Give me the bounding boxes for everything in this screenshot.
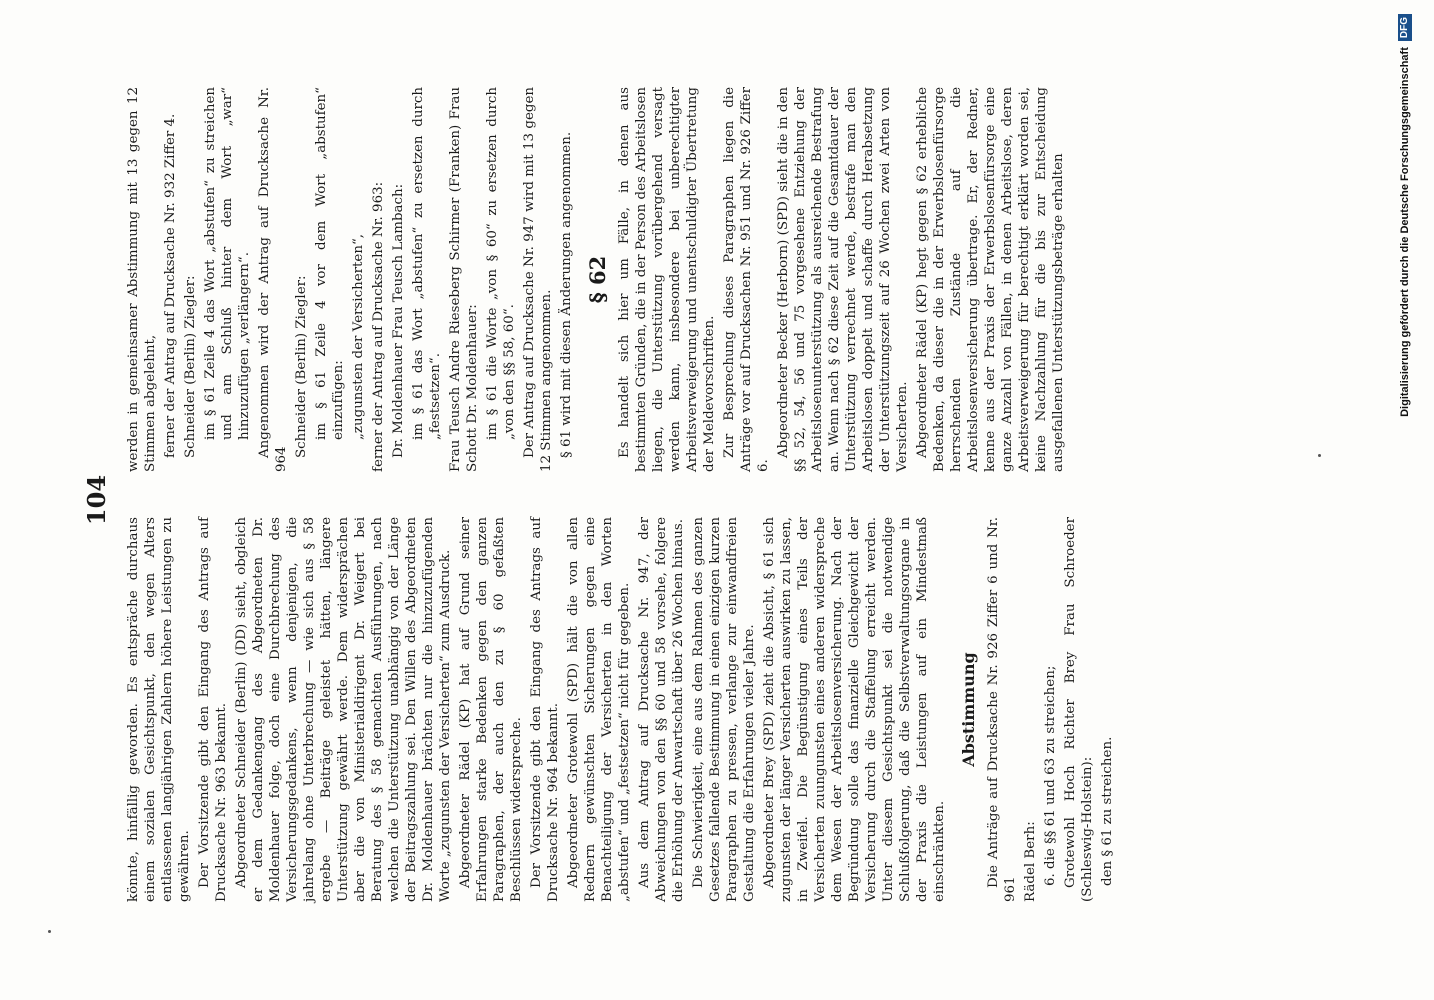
paragraph: Abgeordneter Grotewohl (SPD) hält die von allen Rednern gewünschten Sicherungen gegen eine Benachteiligung der Versicherten in den Worten „abstufen“ und „festsetzen“ nicht für gegeben. [566, 517, 632, 902]
paragraph: Abgeordneter Becker (Herborn) (SPD) sieht die in den §§ 52, 54, 56 und 75 vorgesehene Entziehung der Arbeitslosenunterstützung als ausreichende Bestrafung an. Wenn nach § 62 diese Zeit auf die Gesamtdauer der Unterstützung verrechnet werde, bestrafe man den Arbeitslosen doppelt und schaffe durch Herabsetzung der Unterstützungszeit auf 26 Wochen zwei Arten von Versicherten. [776, 87, 910, 472]
page-number: 104 [82, 474, 111, 526]
paragraph: im § 61 Zeile 4 vor dem Wort „abstufen“ einzufügen: [314, 87, 346, 440]
paragraph: Aus dem Antrag auf Drucksache Nr. 947, der Abweichungen von den §§ 60 und 58 vorsehe, folgere die Erhöhung der Anwartschaft über 26 Wochen hinaus. [637, 517, 686, 902]
paragraph: Schneider (Berlin) Ziegler: [294, 275, 309, 458]
paragraph: im § 61 die Worte „von § 60“ zu ersetzen durch „von den §§ 58, 60“. [485, 87, 517, 440]
paragraph: Die Schwierigkeit, eine aus dem Rahmen des ganzen Gesetzes fallende Bestimmung in einen einzigen kurzen Paragraphen zu pressen, verlange zur einwandfreien Gestaltung die Erfahrungen vieler Jahre. [691, 517, 757, 902]
paragraph: Abgeordneter Schneider (Berlin) (DD) sieht, obgleich er dem Gedankengang des Abgeordneten Dr. Moldenhauer folge, doch eine Durchbrechung des Versicherungsgedankens, wenn denjenigen, die jahrelang ohne Unterbrechung — wie sich aus § 58 ergebe — Beiträge geleistet hätten, längere Unterstützung gewährt werde. Dem widersprächen aber die von Ministerialdirigent Dr. Weigert bei Beratung des § 58 gemachten Ausführungen, nach welchen die Unterstützung unabhängig von der Länge der Beitragszahlung sei. Den Willen des Abgeordneten Dr. Moldenhauer brächten nur die hinzuzufügenden Worte „zugunsten der Versicherten“ zum Ausdruck. [234, 517, 453, 902]
scan-speck [1318, 454, 1321, 457]
left-text-column [125, 517, 1119, 902]
paragraph: könnte, hinfällig geworden. Es entspräche durchaus einem sozialen Gesichtspunkt, den wegen Alters entlassenen langjährigen Zahlern höhere Leistungen zu gewähren. [126, 517, 192, 902]
paragraph: Abgeordneter Brey (SPD) zieht die Absicht, § 61 sich zugunsten der länger Versicherten auswirken zu lassen, in Zweifel. Die Begünstigung eines Teils der Versicherten zuungunsten eines anderen widerspreche dem Wesen der Arbeitslosenversicherung. Nach der Begründung solle das finanzielle Gleichgewicht der Versicherung durch die Staffelung erreicht werden. Unter diesem Gesichtspunkt sei die notwendige Schlußfolgerung, daß die Selbstverwaltungsorgane in der Praxis die Leistungen auf ein Mindestmaß einschränkten. [762, 517, 947, 902]
digitization-note-text-wrap [1390, 10, 1420, 990]
paragraph: Frau Teusch Andre Rieseberg Schirmer (Franken) Frau Schott Dr. Moldenhauer: [448, 87, 480, 472]
paragraph: § 61 wird mit diesen Änderungen angenommen. [559, 131, 574, 458]
scan-speck [48, 930, 51, 933]
paragraph: Dr. Moldenhauer Frau Teusch Lambach: [391, 183, 406, 458]
paragraph: Die Anträge auf Drucksache Nr. 926 Ziffer 6 und Nr. 961 [986, 517, 1018, 902]
paragraph: Grotewohl Hoch Richter Brey Frau Schroeder (Schleswig-Holstein): [1063, 517, 1095, 902]
paragraph: Schneider (Berlin) Ziegler: [183, 275, 198, 458]
paragraph: „zugunsten der Versicherten“, [351, 233, 366, 440]
right-text-column [125, 87, 1070, 472]
section-heading: Abstimmung [959, 652, 978, 767]
paragraph: im § 61 das Wort „abstufen“ zu ersetzen durch „festsetzen“. [411, 87, 443, 440]
section-heading: § 62 [585, 255, 610, 304]
paragraph: Es handelt sich hier um Fälle, in denen aus bestimmten Gründen, die in der Person des Arbeitslosen liegen, die Unterstützung vorübergehend versagt werden kann, insbesondere bei unberechtigter Arbeitsverweigerung und unentschuldigter Übertretung der Meldevorschriften. [617, 87, 717, 472]
paragraph: ferner der Antrag auf Drucksache Nr. 963: [371, 181, 386, 472]
digitization-note [1390, 10, 1420, 990]
paragraph: Abgeordneter Rädel (KP) hegt gegen § 62 erhebliche Bedenken, da dieser die in der Erwerbslosenfürsorge herrschenden Zustände auf die Arbeitslosenversicherung übertrage. Er, der Redner, kenne aus der Praxis der Erwerbslosenfürsorge eine ganze Anzahl von Fällen, in denen Arbeitslose, deren Arbeitsverweigerung für berechtigt erklärt worden sei, keine Nachzahlung für die bis zur Entscheidung ausgefallenen Unterstützungsbeträge erhalten [915, 87, 1066, 472]
paragraph: Angenommen wird der Antrag auf Drucksache Nr. 964 [257, 87, 289, 472]
paragraph: Rädel Berh: [1023, 821, 1038, 902]
paragraph: ferner der Antrag auf Drucksache Nr. 932 Ziffer 4. [163, 113, 178, 458]
digitization-note-text: Digitalisierung gefördert durch die Deutsche Forschungsgemeinschaft [1399, 47, 1411, 417]
paragraph: Der Antrag auf Drucksache Nr. 947 wird mit 13 gegen 12 Stimmen angenommen. [522, 87, 554, 472]
paragraph: Der Vorsitzende gibt den Eingang des Antrags auf Drucksache Nr. 963 bekannt. [197, 517, 229, 902]
dfg-logo: DFG [1398, 14, 1412, 41]
paragraph: Abgeordneter Rädel (KP) hat auf Grund seiner Erfahrungen starke Bedenken gegen den ganzen Paragraphen, der auch den zu § 60 gefaßten Beschlüssen widerspreche. [458, 517, 524, 902]
paragraph: den § 61 zu streichen. [1100, 736, 1115, 886]
paragraph: Der Vorsitzende gibt den Eingang des Antrags auf Drucksache Nr. 964 bekannt. [529, 517, 561, 902]
paragraph: Zur Besprechung dieses Paragraphen liegen die Anträge vor auf Drucksachen Nr. 951 und Nr. 926 Ziffer 6. [722, 87, 771, 472]
paragraph: werden in gemeinsamer Abstimmung mit 13 gegen 12 Stimmen abgelehnt, [126, 87, 158, 472]
paragraph: im § 61 Zeile 4 das Wort „abstufen“ zu streichen und am Schluß hinter dem Wort „war“ hinzuzufügen „verlängern“. [203, 87, 252, 440]
paragraph: 6. die §§ 61 und 63 zu streichen; [1043, 665, 1058, 886]
